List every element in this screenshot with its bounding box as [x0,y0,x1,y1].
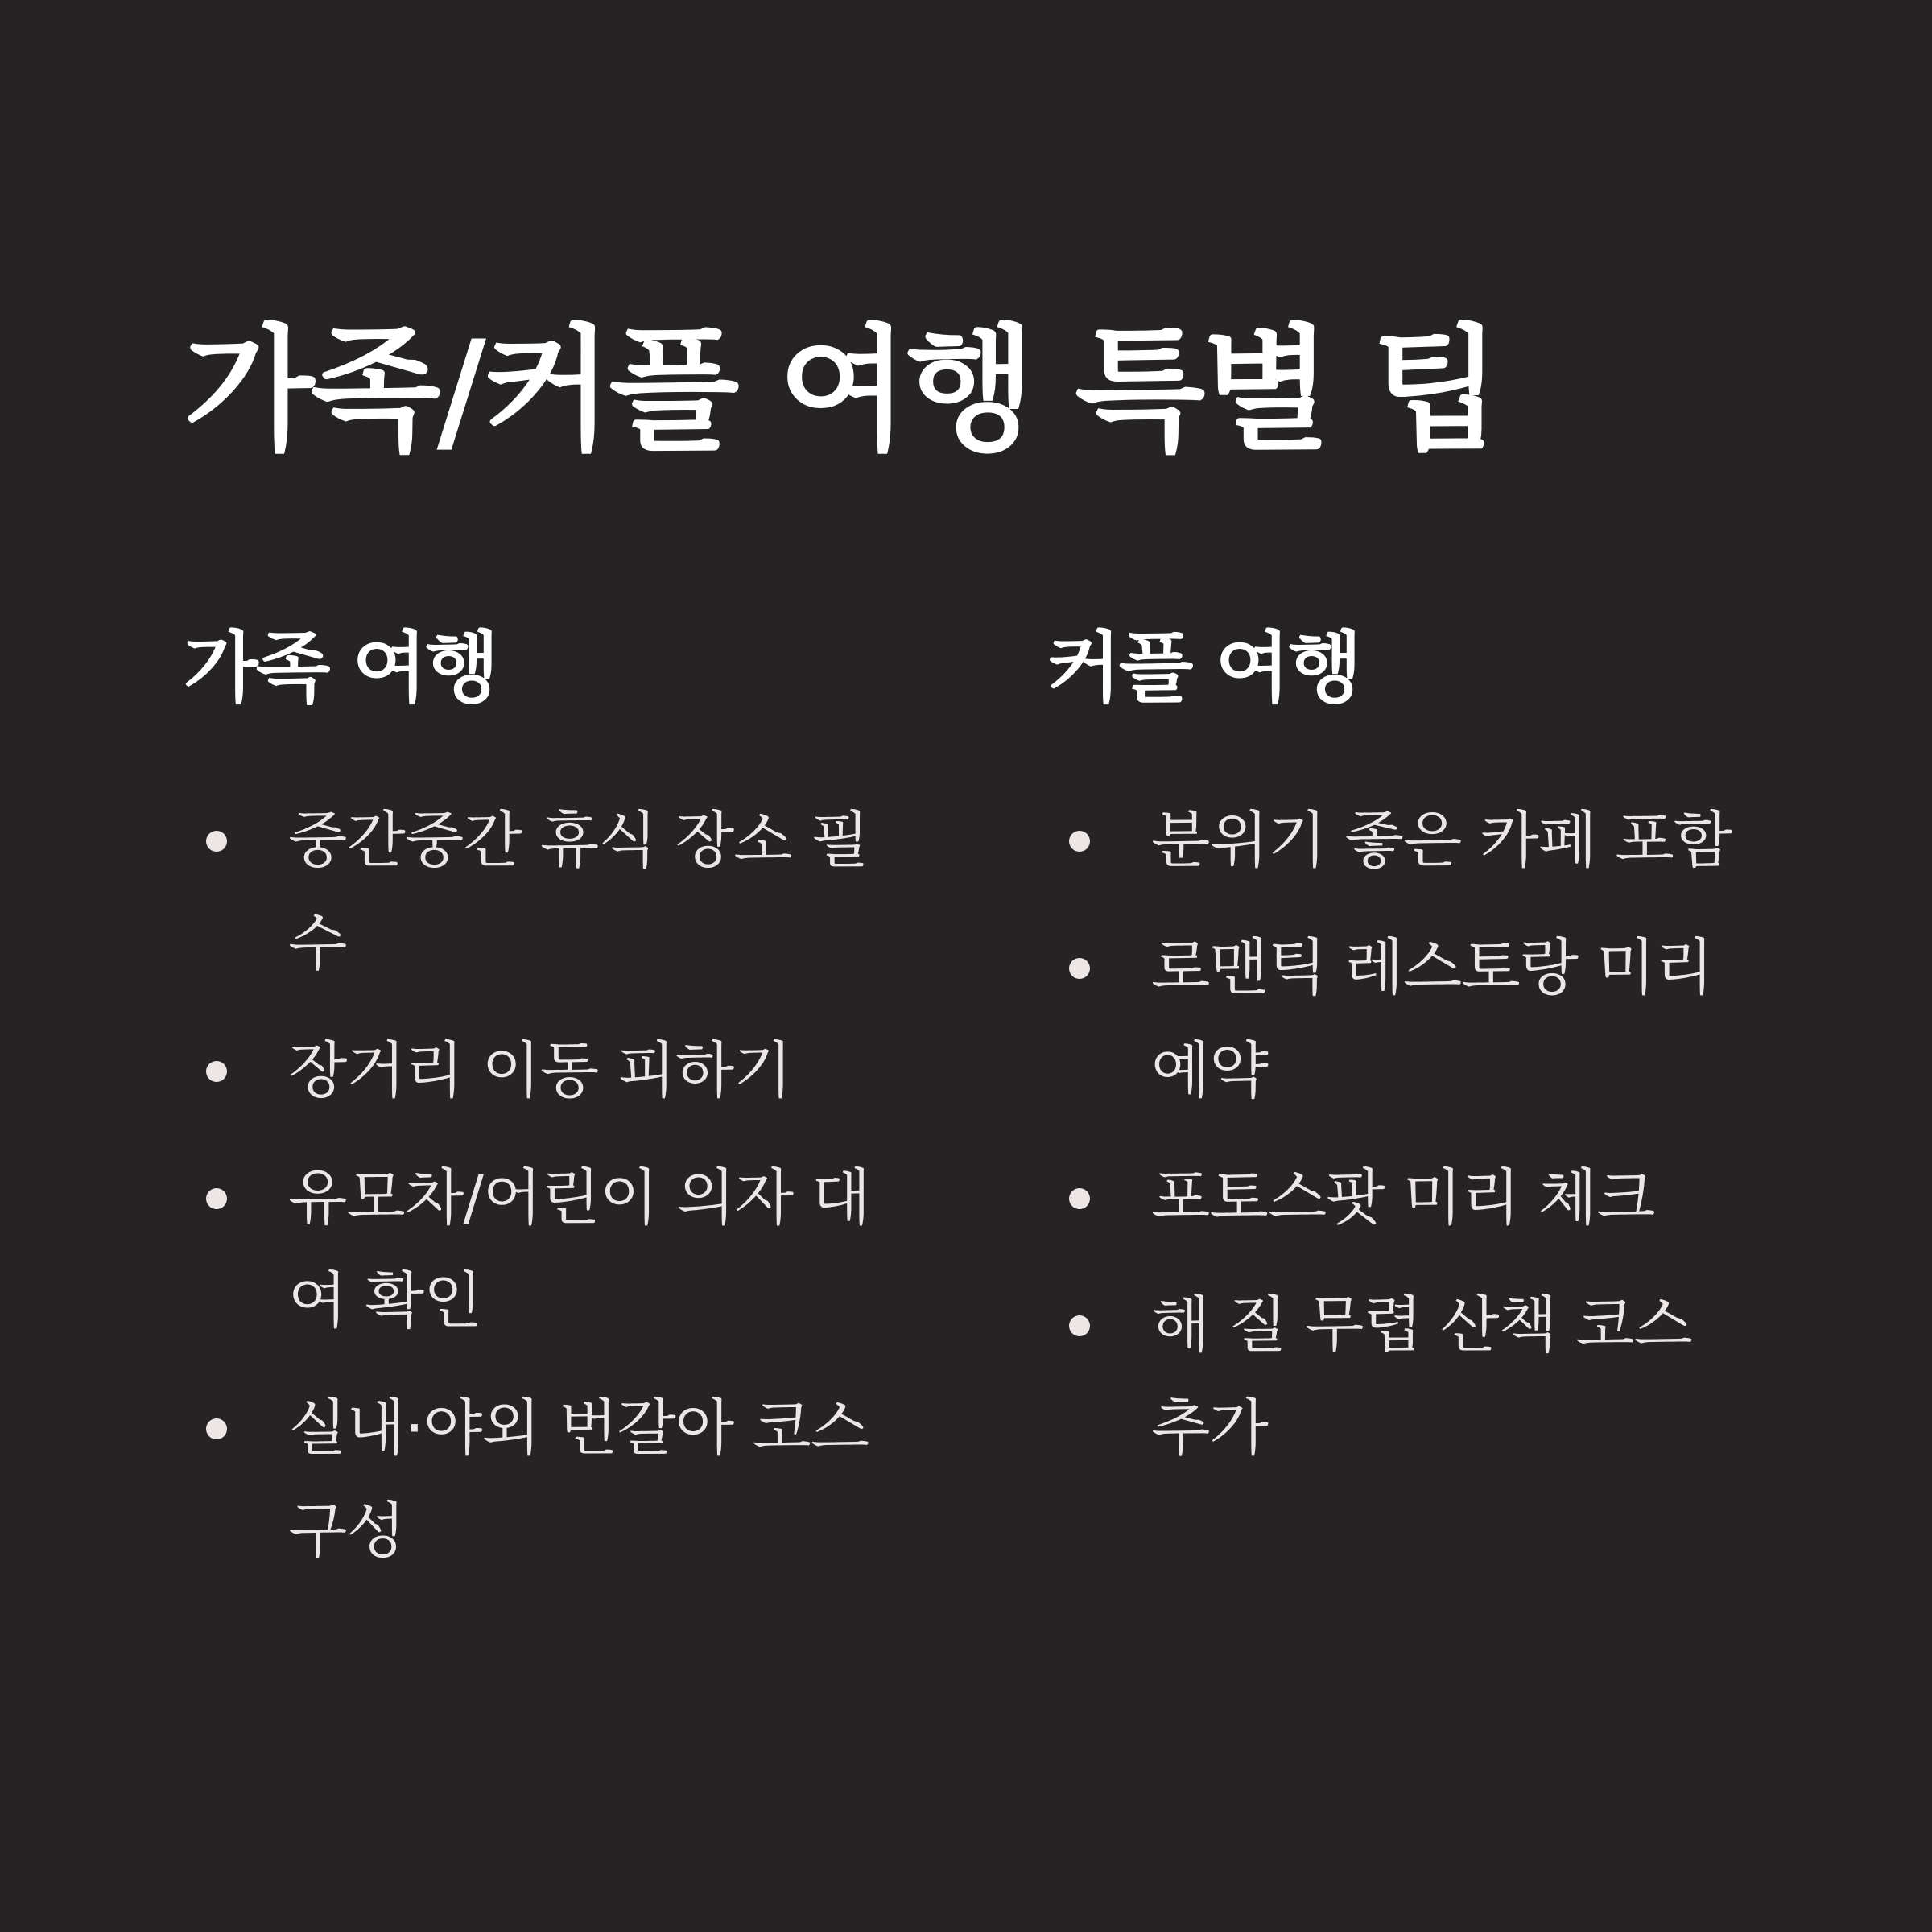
family-travel-heading: 가족 여행 [184,623,497,713]
bullet-icon [1069,958,1090,979]
bullet-icon [206,1188,227,1209]
bullet-icon [1069,831,1090,852]
list-item [184,1377,892,1583]
tip-text: 로맨틱 레스토랑 미리 예약 [1151,931,1714,1106]
family-travel-section [184,620,892,1567]
bullet-icon [206,1418,227,1439]
tip-text: 중간중간 휴식 장소 필수 [288,804,869,979]
tip-text: 장거리 이동 피하기 [288,1034,792,1106]
list-item [1046,1146,1755,1249]
couple-travel-heading: 커플 여행 [1046,623,1360,713]
list-item [1046,789,1755,892]
list-item [1046,1274,1755,1480]
tip-text: 분위기 좋은 카페 포함 [1151,804,1732,876]
list-item [184,1146,892,1352]
tip-text: 해 질 무렵 산책 코스 추가 [1151,1289,1692,1463]
bullet-icon [206,831,227,852]
list-item [184,1019,892,1122]
list-item [1046,916,1755,1122]
bullet-icon [206,1061,227,1082]
family-tips-list [184,789,892,1607]
couple-travel-section [1046,620,1755,1463]
bullet-icon [1069,1188,1090,1209]
tip-text: 실내·야외 번갈아 코스 구성 [288,1392,869,1567]
tip-text: 유모차/어린이 의자 대여 확인 [288,1162,870,1336]
list-item [184,789,892,995]
couple-tips-list [1046,789,1755,1504]
bullet-icon [1069,1315,1090,1336]
tip-text: 포토스팟 미리 체크 [1151,1162,1655,1233]
page-title: 가족/커플 여행 특별 팁 [184,312,1498,469]
